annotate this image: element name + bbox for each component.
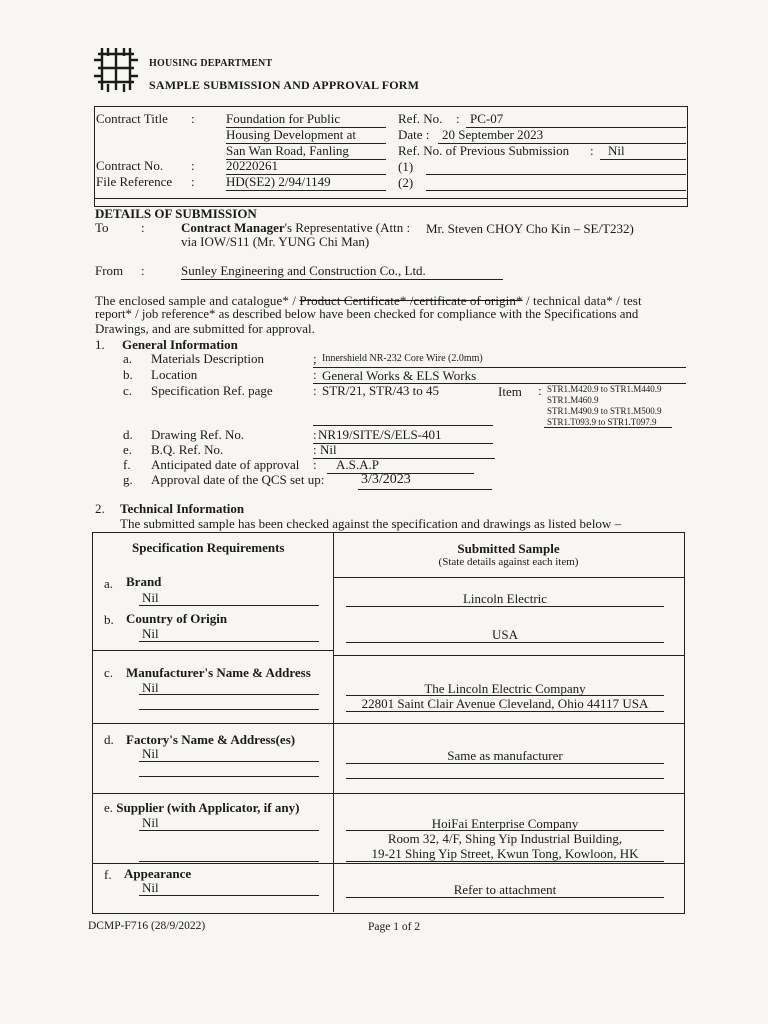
item-letter: a. bbox=[123, 351, 133, 366]
row-letter: b. bbox=[104, 612, 114, 627]
country-label: Country of Origin bbox=[126, 611, 228, 626]
form-code: DCMP-F716 (28/9/2022) bbox=[88, 920, 206, 932]
contract-box bbox=[94, 106, 688, 207]
housing-department-logo-icon bbox=[92, 44, 140, 94]
supplier-sample-line-1: HoiFai Enterprise Company bbox=[431, 816, 579, 831]
brand-sample: Lincoln Electric bbox=[462, 591, 548, 606]
to-recipient-bold: Contract Manager bbox=[181, 220, 285, 235]
from-label: From bbox=[95, 263, 124, 278]
manufacturer-label: Manufacturer's Name & Address bbox=[126, 665, 311, 680]
row-letter: e. bbox=[104, 800, 114, 815]
bq-ref-label: B.Q. Ref. No. bbox=[151, 442, 224, 457]
row-letter: d. bbox=[104, 732, 114, 747]
item-letter: c. bbox=[123, 383, 133, 398]
manufacturer-spec: Nil bbox=[142, 680, 159, 695]
colon: : bbox=[141, 263, 145, 278]
general-info-heading: General Information bbox=[122, 337, 238, 352]
from-value: Sunley Engineering and Construction Co., Ltd. bbox=[181, 263, 426, 278]
brand-label: Brand bbox=[126, 574, 162, 589]
submitted-sample-header: Submitted Sample bbox=[457, 541, 560, 556]
factory-spec: Nil bbox=[142, 746, 159, 761]
previous-ref-label: Ref. No. of Previous Submission bbox=[398, 143, 570, 158]
appearance-sample: Refer to attachment bbox=[453, 882, 557, 897]
supplier-label-text: Supplier (with Applicator, if any) bbox=[116, 800, 300, 815]
appearance-label: Appearance bbox=[124, 866, 192, 881]
paragraph-text: The enclosed sample and catalogue* / bbox=[95, 293, 297, 308]
anticipated-approval-value: A.S.A.P bbox=[336, 457, 379, 472]
details-heading: DETAILS OF SUBMISSION bbox=[95, 206, 257, 221]
specification-ref-label: Specification Ref. page bbox=[151, 383, 273, 398]
appearance-spec: Nil bbox=[142, 880, 159, 895]
colon: : bbox=[590, 143, 594, 158]
item-letter: f. bbox=[123, 457, 131, 472]
colon: : bbox=[313, 457, 317, 472]
previous-ref-line-2: (2) bbox=[398, 175, 414, 190]
ref-no-label: Ref. No. bbox=[398, 111, 443, 126]
qcs-approval-label: Approval date of the QCS set up: bbox=[151, 472, 325, 487]
colon: : bbox=[191, 174, 195, 189]
row-letter: c. bbox=[104, 665, 114, 680]
to-label: To bbox=[95, 220, 109, 235]
colon: : bbox=[191, 111, 195, 126]
row-letter: a. bbox=[104, 576, 114, 591]
factory-label: Factory's Name & Address(es) bbox=[126, 732, 296, 747]
item-letter: e. bbox=[123, 442, 133, 457]
colon: ; bbox=[313, 351, 317, 366]
contract-no-value: 20220261 bbox=[226, 158, 278, 173]
item-ref: STR1.M420.9 to STR1.M440.9 bbox=[547, 384, 662, 394]
contract-title-line-1: Foundation for Public bbox=[226, 111, 341, 126]
location-label: Location bbox=[151, 367, 198, 382]
via-line: via IOW/S11 (Mr. YUNG Chi Man) bbox=[181, 234, 370, 249]
date-value: 20 September 2023 bbox=[442, 127, 544, 142]
colon: : bbox=[313, 383, 317, 398]
contract-title-line-2: Housing Development at bbox=[226, 127, 356, 142]
contract-title-label: Contract Title bbox=[96, 111, 168, 126]
manufacturer-sample-line-1: The Lincoln Electric Company bbox=[424, 681, 586, 696]
item-label: Item bbox=[498, 384, 522, 399]
section-number: 2. bbox=[95, 501, 105, 516]
row-letter: f. bbox=[104, 867, 112, 882]
supplier-sample-line-3: 19-21 Shing Yip Street, Kwun Tong, Kowloon, HK bbox=[371, 846, 639, 861]
bq-ref-value: Nil bbox=[320, 442, 337, 457]
form-title: SAMPLE SUBMISSION AND APPROVAL FORM bbox=[149, 78, 420, 92]
qcs-approval-value: 3/3/2023 bbox=[361, 472, 411, 487]
submitted-sample-subheader: (State details against each item) bbox=[438, 556, 579, 568]
technical-intro: The submitted sample has been checked against the specification and drawings as listed below – bbox=[120, 516, 622, 531]
item-letter: d. bbox=[123, 427, 133, 442]
to-recipient-rest: 's Representative (Attn : bbox=[284, 220, 411, 235]
ref-no-value: PC-07 bbox=[470, 111, 504, 126]
colon: : bbox=[141, 220, 145, 235]
technical-info-heading: Technical Information bbox=[120, 501, 245, 516]
file-reference-value: HD(SE2) 2/94/1149 bbox=[226, 174, 331, 189]
item-ref: STR1.M490.9 to STR1.M500.9 bbox=[547, 406, 662, 416]
factory-sample: Same as manufacturer bbox=[447, 748, 563, 763]
contract-no-label: Contract No. bbox=[96, 158, 164, 173]
page-number: Page 1 of 2 bbox=[368, 921, 421, 933]
file-reference-label: File Reference bbox=[96, 174, 173, 189]
colon: : bbox=[313, 367, 317, 382]
specification-ref-value: STR/21, STR/43 to 45 bbox=[322, 383, 440, 398]
brand-spec: Nil bbox=[142, 590, 159, 605]
drawing-ref-value: NR19/SITE/S/ELS-401 bbox=[318, 427, 442, 442]
previous-ref-line-1: (1) bbox=[398, 159, 414, 174]
country-sample: USA bbox=[491, 627, 518, 642]
submission-paragraph-line-3: Drawings, and are submitted for approval. bbox=[95, 321, 315, 336]
manufacturer-sample-line-2: 22801 Saint Clair Avenue Cleveland, Ohio 44117 USA bbox=[361, 696, 649, 711]
struck-through-text: Product Certificate* /certificate of origin* bbox=[299, 293, 523, 308]
contract-title-line-3: San Wan Road, Fanling bbox=[226, 143, 349, 158]
supplier-label bbox=[104, 800, 299, 816]
item-letter: b. bbox=[123, 367, 133, 382]
supplier-spec: Nil bbox=[142, 815, 159, 830]
section-number: 1. bbox=[95, 337, 105, 352]
submission-paragraph-line-2: report* / job reference* as described below have been checked for compliance with the Specifications and bbox=[95, 307, 639, 321]
anticipated-approval-label: Anticipated date of approval bbox=[151, 457, 300, 472]
materials-description-value: Innershield NR-232 Core Wire (2.0mm) bbox=[322, 353, 483, 364]
item-ref: STR1.M460.9 bbox=[547, 395, 599, 405]
materials-description-label: Materials Description bbox=[151, 351, 264, 366]
date-label: Date : bbox=[398, 127, 430, 142]
to-attention: Mr. Steven CHOY Cho Kin – SE/T232) bbox=[426, 221, 634, 236]
department-name: HOUSING DEPARTMENT bbox=[149, 58, 273, 69]
spec-requirements-header: Specification Requirements bbox=[132, 540, 285, 555]
previous-ref-value: Nil bbox=[608, 143, 625, 158]
drawing-ref-label: Drawing Ref. No. bbox=[151, 427, 245, 442]
colon: : bbox=[313, 427, 317, 442]
paragraph-text: / technical data* / test bbox=[525, 293, 642, 308]
item-ref: STR1.T093.9 to STR1.T097.9 bbox=[547, 417, 657, 427]
colon: : bbox=[538, 383, 542, 398]
colon: : bbox=[191, 158, 195, 173]
item-letter: g. bbox=[123, 472, 133, 487]
location-value: General Works & ELS Works bbox=[322, 368, 477, 383]
country-spec: Nil bbox=[142, 626, 159, 641]
colon: : bbox=[456, 111, 460, 126]
colon: : bbox=[313, 442, 317, 457]
supplier-sample-line-2: Room 32, 4/F, Shing Yip Industrial Building, bbox=[387, 831, 623, 846]
